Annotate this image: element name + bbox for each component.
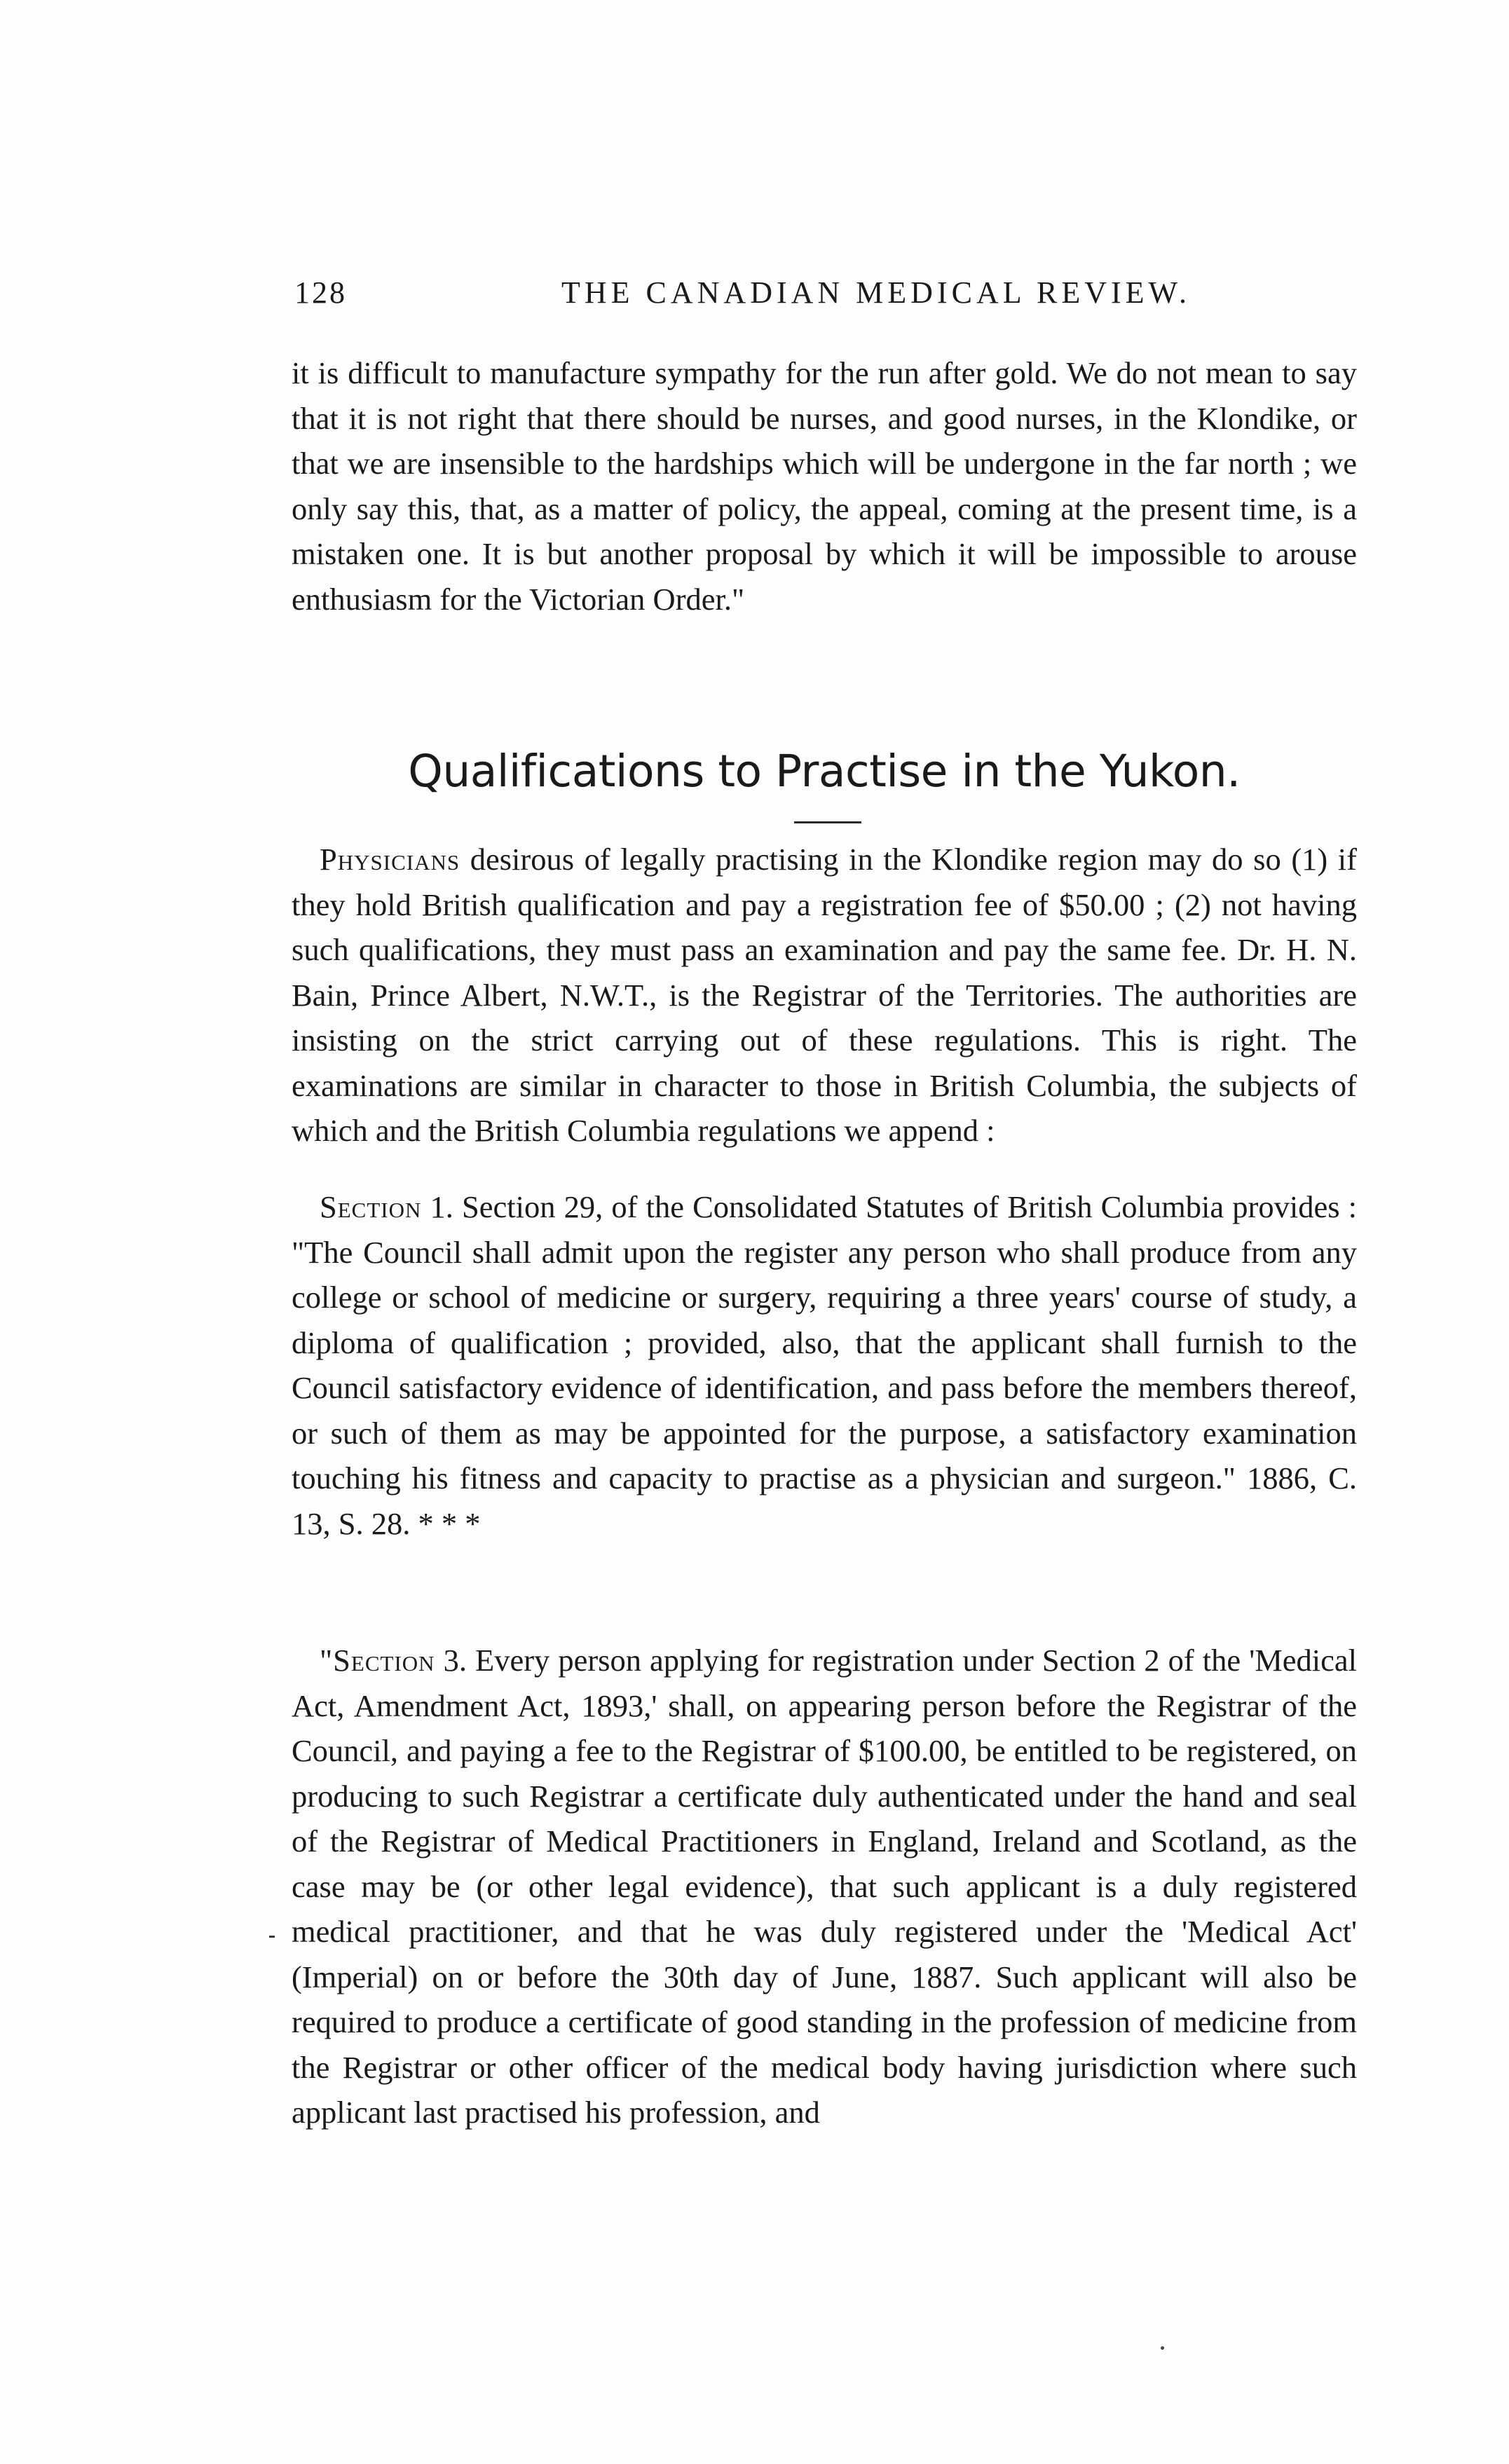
running-head [294, 275, 1360, 317]
section-3-text: 3. Every person applying for registration under Section 2 of the 'Medical Act, Amendment Act, 1893,' shall, on appearing person before the Registrar of the Council, and paying a fee to the Registrar of $100.00, be entitled to be registered, on producing to such Registrar a certificate duly authenticated under the hand and seal of the Registrar of Medical Practitioners in England, Ireland and Scotland, as the case may be (or other legal evidence), that such applicant is a duly registered medical practitioner, and that he was duly registered under the 'Medical Act' (Imperial) on or before the 30th day of June, 1887. Such applicant will also be required to produce a certificate of good standing in the profession of medicine from the Registrar or other officer of the medical body having jurisdiction where such applicant last practised his profession, and [292, 1643, 1358, 2130]
article-heading: Qualifications to Practise in the Yukon. [408, 746, 1241, 797]
running-title: THE CANADIAN MEDICAL REVIEW. [561, 275, 1191, 310]
margin-mark [269, 1936, 275, 1938]
section-3-label: "Section [320, 1643, 435, 1678]
paragraph-section-1 [292, 1184, 1357, 1546]
page-number: 128 [294, 275, 347, 310]
paragraph-1-text: desirous of legally practising in the Klondike region may do so (1) if they hold British qualification and pay a registration fee of $50.00 ; (2) not having such qualifications, they must pass an examination and pay the same fee. Dr. H. N. Bain, Prince Albert, N.W.T., is the Registrar of the Territories. The authorities are insisting on the strict carrying out of these regulations. This is right. The examinations are similar in character to those in British Columbia, the subjects of which and the British Columbia regulations we append : [292, 842, 1357, 1148]
section-1-text: 1. Section 29, of the Consolidated Statutes of British Columbia provides : "The Council shall admit upon the register any person who shall produce from any college or school of medicine or surgery, requiring a three years' course of study, a diploma of qualification ; provided, also, that the applicant shall furnish to the Council satisfactory evidence of identification, and pass before the members thereof, or such of them as may be appointed for the purpose, a satisfactory examination touching his fitness and capacity to practise as a physician and surgeon." 1886, C. 13, S. 28. * * * [292, 1189, 1358, 1541]
section-1-label: Section [320, 1189, 422, 1224]
heading-rule [794, 821, 861, 823]
continuation-text: it is difficult to manufacture sympathy for the run after gold. We do not mean to say that it is not right that there should be nurses, and good nurses, in the Klondike, or that we are insensible to the hardships which will be undergone in the far north ; we only say this, that, as a matter of policy, the appeal, coming at the present time, is a mistaken one. It is but another proposal by which it will be impossible to arouse enthusiasm for the Victorian Order." [292, 355, 1357, 617]
ink-speck [1161, 2346, 1164, 2350]
lead-word: Physicians [320, 842, 460, 877]
paragraph-physicians [292, 837, 1357, 1154]
paragraph-section-3 [292, 1638, 1357, 2135]
continuation-paragraph [292, 350, 1357, 622]
